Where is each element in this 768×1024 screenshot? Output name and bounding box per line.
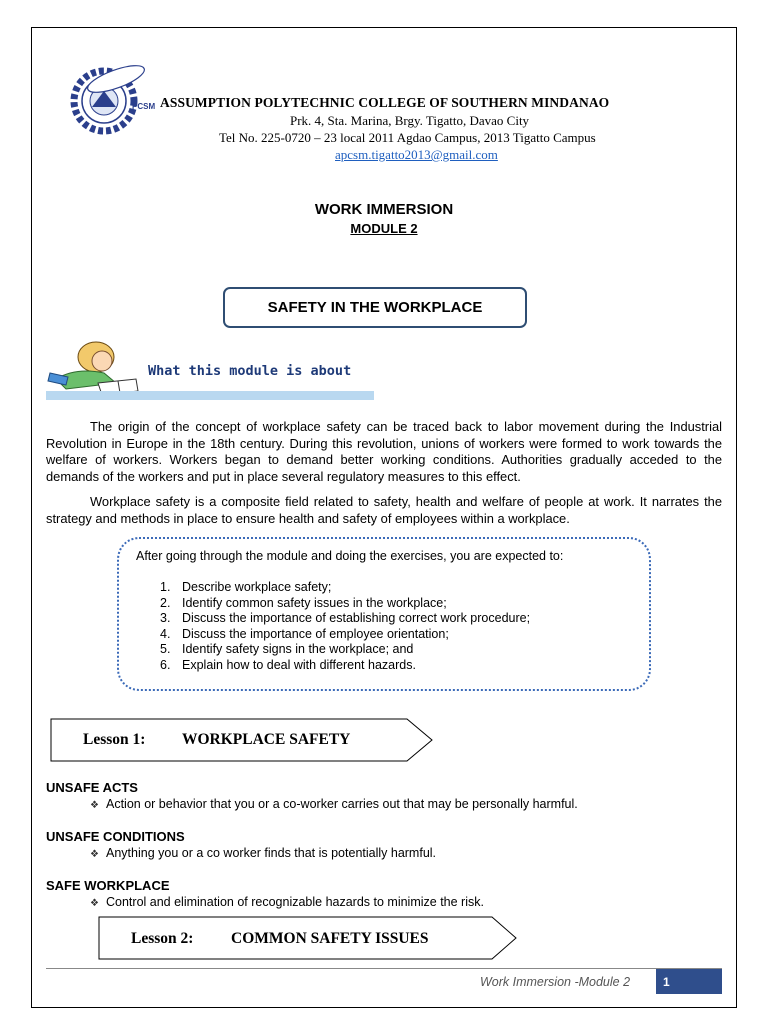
- school-name: ASSUMPTION POLYTECHNIC COLLEGE OF SOUTHERN MINDANAO: [160, 95, 610, 110]
- paragraph-text: Workplace safety is a composite field related to safety, health and welfare of people at work. It narrates the strategy and methods in place to ensure health and safety of employees within a workplace.: [46, 494, 722, 526]
- diamond-bullet-icon: ❖: [90, 800, 99, 811]
- item-number: 5.: [160, 642, 171, 656]
- lesson-1-label: Lesson 1:: [83, 731, 146, 748]
- objectives-intro: After going through the module and doing the exercises, you are expected to:: [136, 549, 564, 563]
- lesson-2-title: COMMON SAFETY ISSUES: [231, 930, 429, 947]
- section-heading-safe-workplace: SAFE WORKPLACE: [46, 878, 170, 893]
- list-item: [160, 596, 530, 612]
- logo-text: PCSM: [132, 102, 156, 111]
- bullet-text: Anything you or a co worker finds that is potentially harmful.: [106, 846, 437, 860]
- topic-box: [223, 287, 527, 328]
- item-text: Explain how to deal with different hazards.: [182, 657, 416, 672]
- college-seal-logo: [70, 63, 160, 135]
- intro-paragraph-1: [46, 419, 722, 485]
- bullet-text: Control and elimination of recognizable hazards to minimize the risk.: [106, 895, 484, 909]
- page-number: 1: [656, 969, 722, 994]
- item-number: 2.: [160, 595, 171, 610]
- footer-text: Work Immersion -Module 2: [480, 975, 631, 989]
- module-number: MODULE 2: [350, 221, 418, 236]
- item-number: 1.: [160, 580, 171, 594]
- item-text: Identify safety signs in the workplace; and: [182, 642, 414, 656]
- section-heading-unsafe-acts: UNSAFE ACTS: [46, 780, 138, 795]
- footer-divider: [46, 968, 722, 969]
- item-text: Identify common safety issues in the workplace;: [182, 595, 447, 610]
- diamond-bullet-icon: ❖: [90, 898, 99, 909]
- item-number: 3.: [160, 611, 171, 625]
- list-item: [160, 658, 530, 674]
- lesson-1-title: WORKPLACE SAFETY: [182, 731, 351, 748]
- section-heading-unsafe-conditions: UNSAFE CONDITIONS: [46, 829, 185, 844]
- list-item: [160, 580, 530, 596]
- lesson-2-label: Lesson 2:: [131, 930, 194, 947]
- bullet-text: Action or behavior that you or a co-worker carries out that may be personally harmful.: [106, 797, 578, 811]
- list-item: [160, 642, 530, 658]
- list-item: [160, 611, 530, 627]
- objectives-list: [160, 580, 530, 673]
- school-email-link[interactable]: apcsm.tigatto2013@gmail.com: [335, 147, 498, 162]
- page-title: WORK IMMERSION: [314, 201, 454, 218]
- topic-title: SAFETY IN THE WORKPLACE: [267, 299, 483, 316]
- item-text: Discuss the importance of establishing correct work procedure;: [182, 611, 531, 625]
- about-heading-bar: [46, 391, 374, 400]
- school-address: Prk. 4, Sta. Marina, Brgy. Tigatto, Davao City: [290, 113, 530, 128]
- list-item: [160, 627, 530, 643]
- section-bullet: [90, 895, 484, 909]
- paragraph-text: The origin of the concept of workplace safety can be traced back to labor movement during the Industrial Revolution in Europe in the 18th century. During this revolution, unions of workers were formed to work towards the welfare of workers. Workers began to demand better working conditions. Authorities gradually acceded to the demands of the workers and put in place several regulatory measures to this effect.: [46, 419, 722, 484]
- school-telephone: Tel No. 225-0720 – 23 local 2011 Agdao Campus, 2013 Tigatto Campus: [219, 130, 596, 145]
- intro-paragraph-2: [46, 494, 722, 527]
- item-number: 6.: [160, 657, 171, 672]
- item-number: 4.: [160, 626, 171, 641]
- about-heading: What this module is about: [148, 363, 352, 379]
- item-text: Discuss the importance of employee orientation;: [182, 626, 449, 641]
- diamond-bullet-icon: ❖: [90, 849, 99, 860]
- section-bullet: [90, 797, 578, 811]
- section-bullet: [90, 846, 436, 860]
- item-text: Describe workplace safety;: [182, 580, 332, 594]
